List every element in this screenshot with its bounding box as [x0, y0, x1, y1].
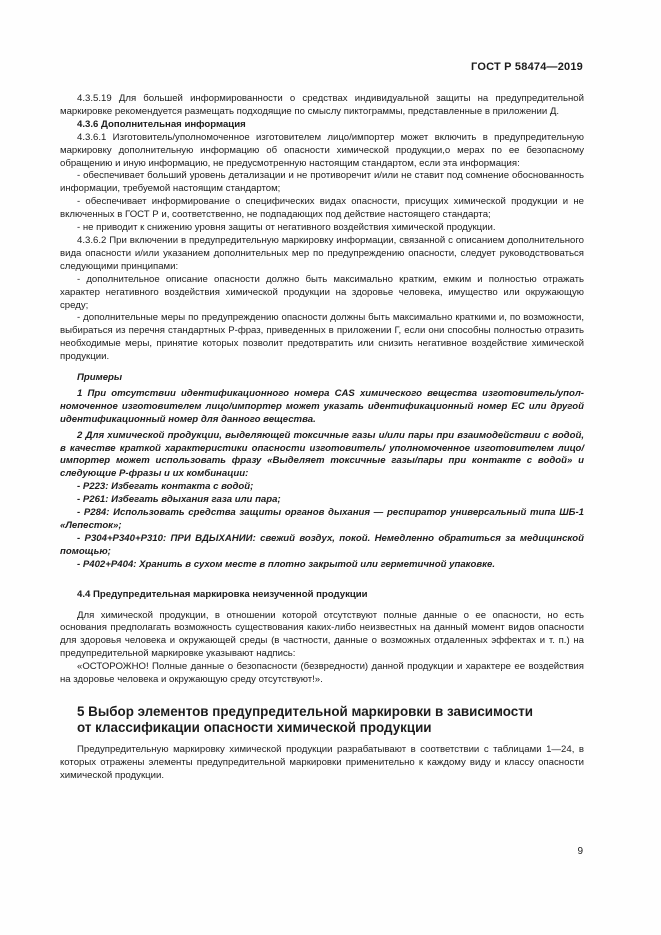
example-list-item: - Р261: Избегать вдыхания газа или пара;	[77, 494, 281, 506]
paragraph-4-3-6-2: 4.3.6.2 При включении в предупредительную маркировку информации, связанной с описанием дополнительного вида опасности и/или указанием дополнительных мер по предупреждению опасности, следует руководствоваться следующими принципами:	[60, 234, 584, 272]
paragraph-4-3-5-19: 4.3.5.19 Для большей информированности о средствах индивидуальной защиты на предупредительной маркировке рекомендуется размещать подходящие по смыслу пиктограммы, представленные в приложении Д.	[60, 93, 584, 117]
example-list-item: - Р223: Избегать контакта с водой;	[77, 481, 254, 493]
paragraph-5-1: Предупредительную маркировку химической продукции разрабатывают в соответствии с таблицами 1—24, в которых отражены элементы предупредительной маркировки применительно к каждому виду и классу опасности химической продукции.	[60, 743, 584, 781]
example-list-item: - Р284: Использовать средства защиты органов дыхания — респиратор универсальный типа ШБ-1 «Лепесток»;	[60, 507, 584, 531]
examples-title: Примеры	[77, 372, 123, 384]
document-id-header: ГОСТ Р 58474—2019	[471, 61, 583, 73]
heading-section-5-line-2: от классификации опасности химической продукции	[77, 719, 432, 735]
list-item: - обеспечивает информирование о специфических видах опасности, присущих химической продукции и не включенных в ГОСТ Р и, соответственно, не подпадающих под действие настоящего стандарта;	[60, 196, 584, 221]
page-content	[60, 93, 584, 783]
list-item: - не приводит к снижению уровня защиты от негативного воздействия химической продукции.	[77, 222, 496, 234]
list-item: - обеспечивает больший уровень детализации и не противоречит и/или не ставит под сомнение обоснованность информации, требуемой настоящим стандартом;	[60, 170, 584, 195]
heading-4-4: 4.4 Предупредительная маркировка неизученной продукции	[77, 588, 368, 600]
example-list-item: - Р402+Р404: Хранить в сухом месте в плотно закрытой или герметичной упаковке.	[77, 558, 496, 570]
paragraph-4-4-2: «ОСТОРОЖНО! Полные данные о безопасности (безвредности) данной продукции и характере ее воздействия на здоровье человека и окружающую среду отсутствуют!».	[60, 661, 584, 686]
list-item: - дополнительное описание опасности должно быть максимально кратким, емким и полностью отражать характер негативного воздействия химической продукции на здоровье человека, имущество или окружающую среду;	[60, 273, 584, 311]
example-1: 1 При отсутствии идентификационного номера CAS химического вещества изготовитель/уполномоченное изготовителем лицо/импортер может указать идентификационный номер ЕС или другой идентификационный номер для данного вещества.	[60, 387, 584, 425]
example-2: 2 Для химической продукции, выделяющей токсичные газы и/или пары при взаимодействии с водой, в качестве краткой характеристики опасности изготовитель/ уполномоченное изготовителем лицо/импортер может использовать фразу «Выделяет токсичные газы/пары при контакте с водой» и следующие Р-фразы и их комбинации:	[60, 429, 584, 480]
heading-4-3-6: 4.3.6 Дополнительная информация	[77, 118, 246, 130]
list-item: - дополнительные меры по предупреждению опасности должны быть максимально краткими и, по возможности, выбираться из перечня стандартных Р-фраз, приведенных в приложении Г, если они способны полностью отразить необходимые меры, принятие которых позволит предотвратить или снизить негативное воздействие химической продукции.	[60, 312, 584, 363]
paragraph-4-3-6-1: 4.3.6.1 Изготовитель/уполномоченное изготовителем лицо/импортер может включить в предупредительную маркировку дополнительную информацию об опасности химической продукции,о мерах по ее безопасному обращению и иную информацию, не предусмотренную настоящим стандартом, если эта информация:	[60, 131, 584, 169]
page-number: 9	[577, 846, 583, 857]
example-list-item: - Р304+Р340+Р310: ПРИ ВДЫХАНИИ: свежий воздух, покой. Немедленно обратиться за медицинской помощью;	[60, 532, 584, 557]
heading-section-5-line-1: 5 Выбор элементов предупредительной маркировки в зависимости	[77, 703, 533, 719]
paragraph-4-4-1: Для химической продукции, в отношении которой отсутствуют полные данные о ее опасности, но есть основания предполагать возможность существования каких-либо неизвестных на данный момент видов опасности для здоровья человека и окружающей среды (в частности, данные о возможных отдаленных эффектах и т. п.) на предупредительной маркировке указывают надпись:	[60, 609, 584, 660]
examples-block	[60, 372, 584, 572]
